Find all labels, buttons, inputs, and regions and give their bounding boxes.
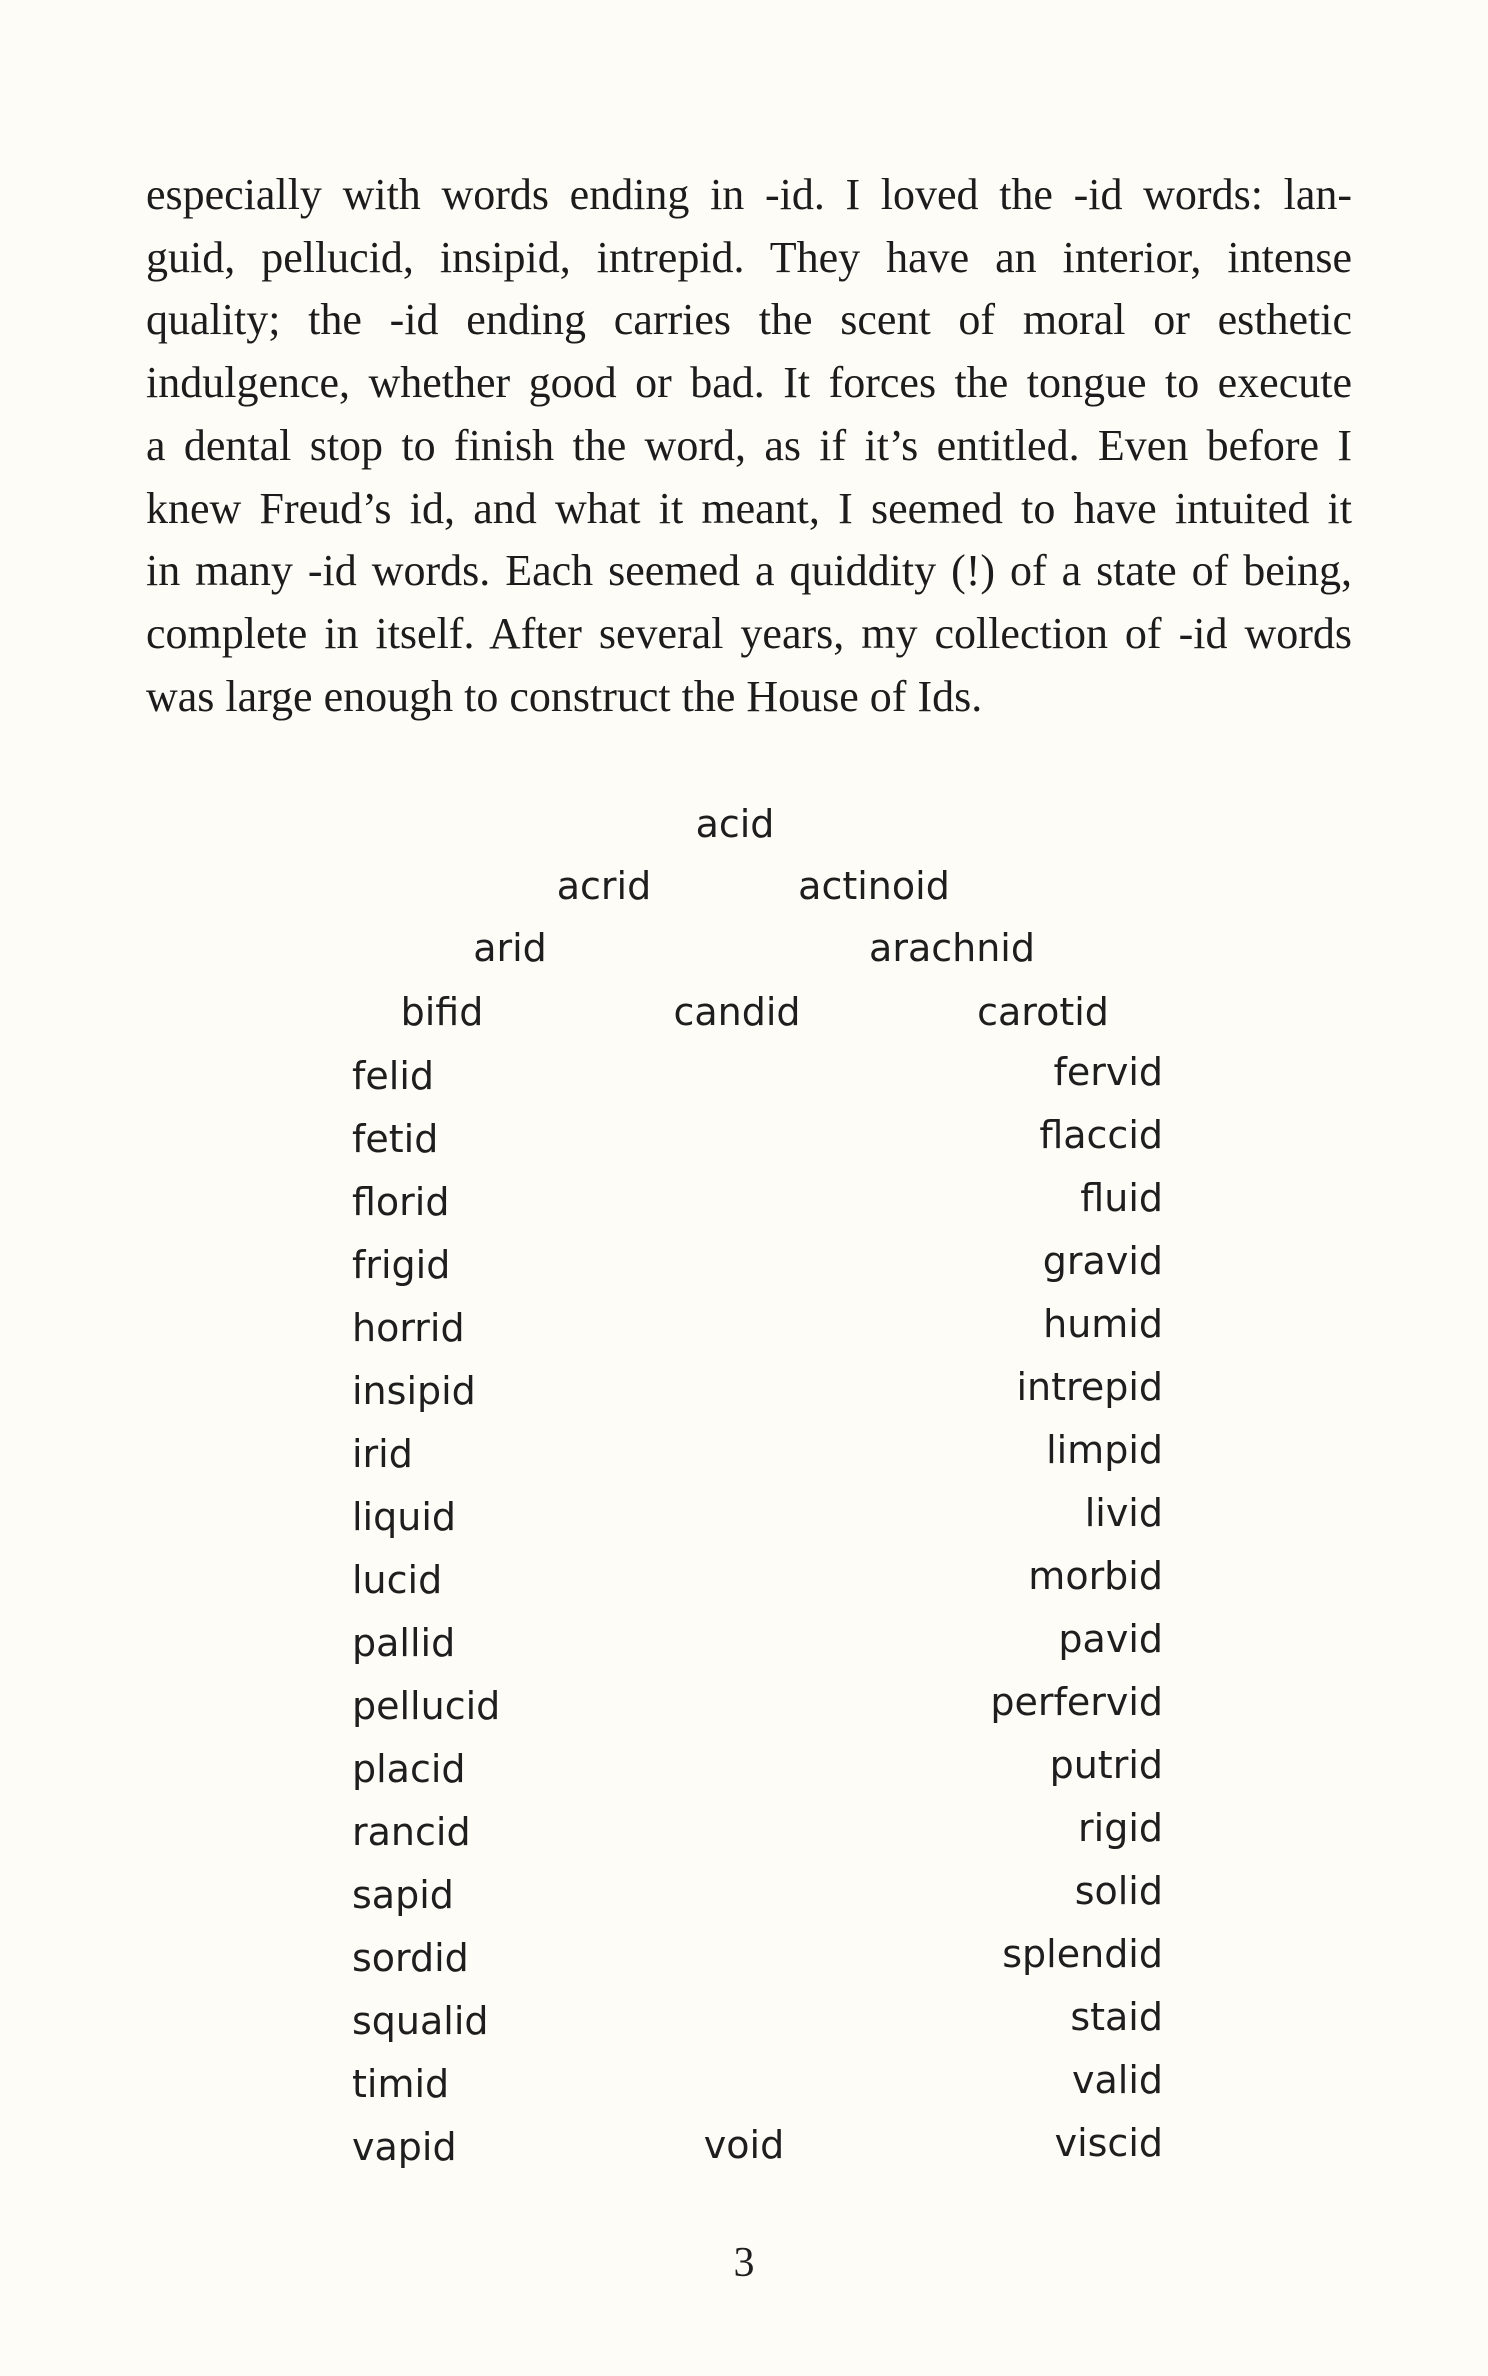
left-wall-word: felid xyxy=(352,1054,434,1098)
roof-word: actinoid xyxy=(798,864,950,908)
left-wall-word: rancid xyxy=(352,1810,471,1854)
roof-word: acid xyxy=(695,802,775,846)
page-number: 3 xyxy=(733,2240,755,2286)
right-wall-word: fervid xyxy=(1053,1050,1163,1094)
right-wall-word: splendid xyxy=(1002,1932,1163,1976)
right-wall-word: flaccid xyxy=(1039,1113,1163,1157)
left-wall-word: irid xyxy=(352,1432,413,1476)
left-wall-word: timid xyxy=(352,2062,450,2106)
left-wall-word: fetid xyxy=(352,1117,439,1161)
right-wall-word: morbid xyxy=(1028,1554,1163,1598)
right-wall-word: humid xyxy=(1043,1302,1163,1346)
paragraph-line: was large enough to construct the House of Ids. xyxy=(146,671,983,721)
right-wall-word: limpid xyxy=(1046,1428,1163,1472)
left-wall-word: vapid xyxy=(352,2125,457,2169)
paragraph-line: complete in itself. After several years, my collection of -id words xyxy=(146,608,1352,658)
left-wall-word: insipid xyxy=(352,1369,476,1413)
left-wall-word: florid xyxy=(352,1180,450,1224)
roof-word: arid xyxy=(473,926,547,970)
right-wall-word: fluid xyxy=(1080,1176,1163,1220)
roof-word: candid xyxy=(673,990,801,1034)
right-wall-word: pavid xyxy=(1058,1617,1163,1661)
right-wall-word: perfervid xyxy=(990,1680,1163,1724)
roof-word: bifid xyxy=(400,990,484,1034)
left-wall-word: lucid xyxy=(352,1558,443,1602)
paragraph-line: especially with words ending in -id. I loved the -id words: lan- xyxy=(146,170,1352,219)
left-wall-word: squalid xyxy=(352,1999,489,2043)
left-wall-word: sapid xyxy=(352,1873,454,1917)
right-wall-word: intrepid xyxy=(1016,1365,1163,1409)
left-wall-word: placid xyxy=(352,1747,466,1791)
right-wall-word: gravid xyxy=(1042,1239,1163,1283)
right-wall-word: staid xyxy=(1070,1995,1163,2039)
paragraph-line: guid, pellucid, insipid, intrepid. They have an interior, intense xyxy=(146,232,1352,282)
paragraph-line: indulgence, whether good or bad. It forces the tongue to execute xyxy=(146,358,1352,408)
left-wall-word: pellucid xyxy=(352,1684,501,1728)
roof-word: acrid xyxy=(556,864,652,908)
left-wall-word: liquid xyxy=(352,1495,456,1539)
right-wall-word: livid xyxy=(1084,1491,1163,1535)
left-wall-word: horrid xyxy=(352,1306,465,1350)
right-wall-word: viscid xyxy=(1054,2121,1163,2165)
paragraph-line: in many -id words. Each seemed a quiddity (!) of a state of being, xyxy=(146,546,1352,596)
right-wall-word: valid xyxy=(1071,2058,1163,2102)
left-wall-word: sordid xyxy=(352,1936,469,1980)
left-wall-word: frigid xyxy=(352,1243,451,1287)
door-word: void xyxy=(703,2123,785,2167)
roof-word: arachnid xyxy=(869,926,1035,970)
right-wall-word: putrid xyxy=(1049,1743,1163,1787)
right-wall-word: rigid xyxy=(1078,1806,1163,1850)
paragraph-line: quality; the -id ending carries the scent of moral or esthetic xyxy=(146,295,1352,345)
roof-word: carotid xyxy=(977,990,1109,1034)
paragraph-line: a dental stop to finish the word, as if it’s entitled. Even before I xyxy=(146,420,1352,470)
right-wall-word: solid xyxy=(1074,1869,1163,1913)
paragraph-line: knew Freud’s id, and what it meant, I seemed to have intuited it xyxy=(146,483,1352,533)
left-wall-word: pallid xyxy=(352,1621,456,1665)
